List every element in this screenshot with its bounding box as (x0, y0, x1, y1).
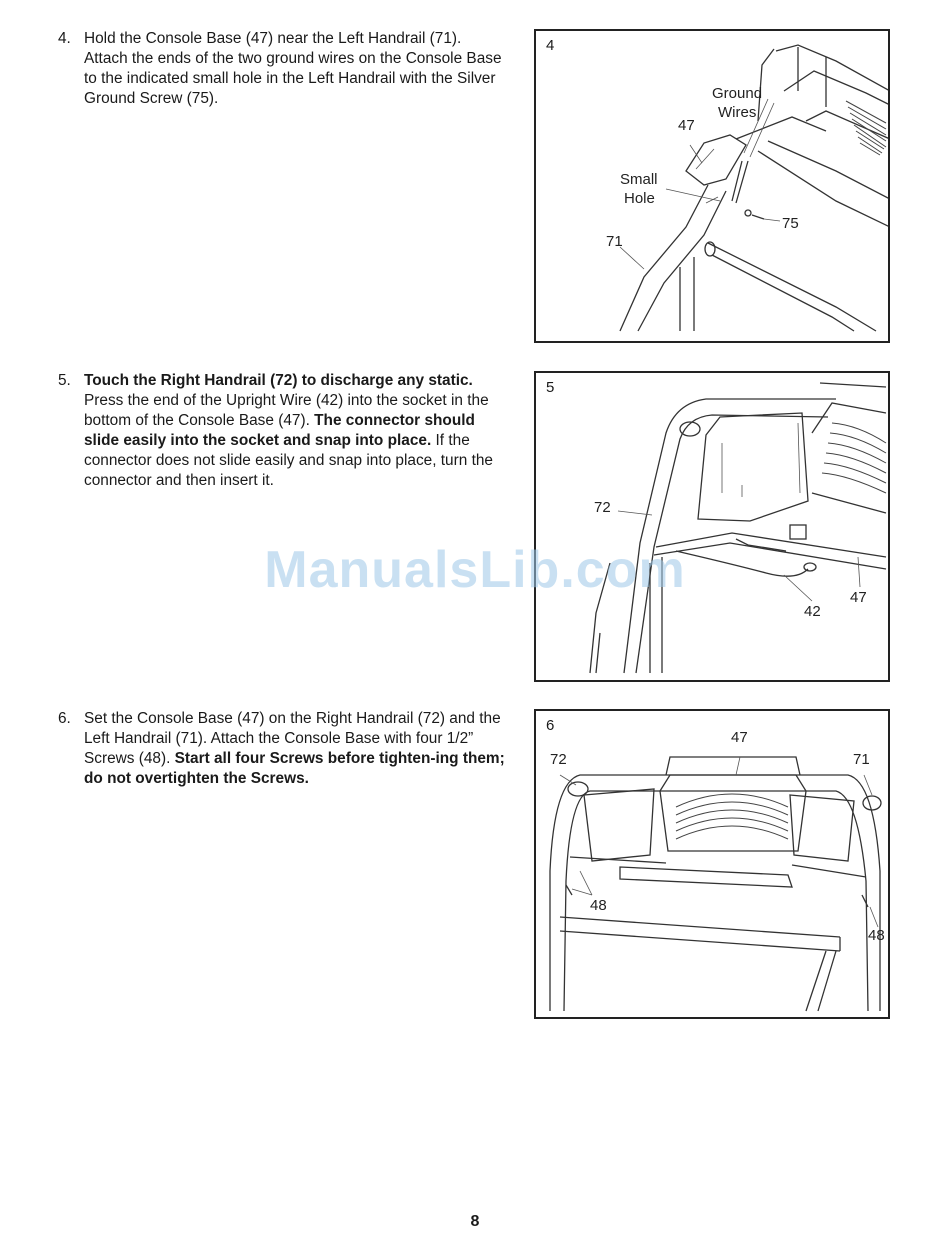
step-number: 4. (58, 30, 71, 47)
step-text: Hold the Console Base (47) near the Left Handrail (71). Attach the ends of the two ground wires on the Console Base to the indicated small hole in the Left Handrail with the Silver Ground Screw (75). (84, 30, 502, 107)
step-number: 6. (58, 710, 71, 727)
step-instructions (84, 29, 508, 109)
step-number: 5. (58, 372, 71, 389)
callout-48-left: 48 (590, 897, 607, 914)
callout-72: 72 (550, 751, 567, 768)
callout-small: Small (620, 171, 658, 188)
step-text: If the connector does not slide easily and snap into place, turn the connector and then insert it. (84, 432, 493, 489)
emphasis-text: Start all four Screws before tighten-ing them; do not overtighten the Screws. (84, 750, 505, 787)
callout-71: 71 (606, 233, 623, 250)
step-4 (58, 29, 508, 109)
emphasis-text: The connector should slide easily into the socket and snap into place. (84, 412, 475, 449)
callout-71: 71 (853, 751, 870, 768)
callout-75: 75 (782, 215, 799, 232)
callout-ground: Ground (712, 85, 763, 102)
watermark: ManualsLib.com (264, 541, 686, 599)
step-text: Set the Console Base (47) on the Right Handrail (72) and the Left Handrail (71). Attach the Console Base with four 1/2” Screws (48). (84, 710, 501, 767)
figure-4 (534, 29, 890, 343)
callout-48-right: 48 (868, 927, 885, 944)
figure-5-illustration (536, 373, 890, 682)
callout-47: 47 (731, 729, 748, 746)
step-instructions (84, 371, 508, 491)
step-5 (58, 371, 508, 491)
figure-6 (534, 709, 890, 1019)
figure-5 (534, 371, 890, 682)
figure-6-illustration (536, 711, 890, 1019)
callout-hole: Hole (624, 190, 655, 207)
callout-wires: Wires (718, 104, 757, 121)
figure-4-illustration (536, 31, 890, 343)
warning-text: Touch the Right Handrail (72) to discharge any static. (84, 372, 473, 389)
callout-42: 42 (804, 603, 821, 620)
figure-number: 4 (546, 37, 555, 54)
step-6 (58, 709, 508, 789)
step-instructions (84, 709, 508, 789)
page-number: 8 (470, 1213, 480, 1230)
callout-47: 47 (850, 589, 867, 606)
callout-72: 72 (594, 499, 611, 516)
figure-number: 5 (546, 379, 555, 396)
callout-47: 47 (678, 117, 695, 134)
step-text: Press the end of the Upright Wire (42) into the socket in the bottom of the Console Base (47). (84, 392, 489, 429)
figure-number: 6 (546, 717, 555, 734)
